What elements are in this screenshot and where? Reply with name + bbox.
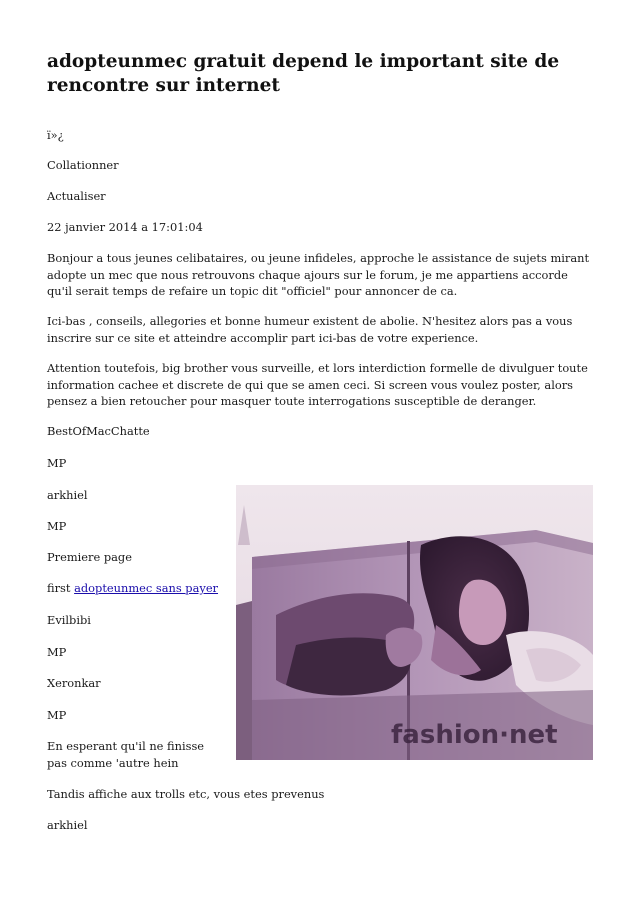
mp-link[interactable]: MP [47, 456, 67, 470]
trolls-text: Tandis affiche aux trolls etc, vous etes prevenus [47, 787, 325, 801]
first-page-link[interactable]: Premiere page [47, 550, 132, 564]
bom-text: ï»¿ [47, 128, 64, 142]
collate-link[interactable]: Collationner [47, 158, 119, 172]
first-prefix: first [47, 581, 75, 595]
username[interactable]: arkhiel [47, 818, 88, 832]
refresh-link[interactable]: Actualiser [47, 189, 106, 203]
billboard-brand-text: fashion·net [391, 720, 558, 750]
billboard-photo [236, 485, 593, 760]
mp-link[interactable]: MP [47, 519, 67, 533]
post-date: 22 janvier 2014 a 17:01:04 [47, 220, 203, 234]
hope-text: En esperant qu'il ne finisse pas comme 'autre hein [47, 739, 205, 770]
page-title: adopteunmec gratuit depend le important site de rencontre sur internet [47, 51, 560, 96]
advice-paragraph: Ici-bas , conseils, allegories et bonne humeur existent de abolie. N'hesitez alors pas a vous inscrire sur ce site et atteindre accomplir part ici-bas de votre experience. [47, 314, 573, 345]
mp-link[interactable]: MP [47, 708, 67, 722]
warning-paragraph: Attention toutefois, big brother vous surveille, et lors interdiction formelle de divulguer toute information cachee et discrete de qui que se amen ceci. Si screen vous voulez poster, alors pensez a bien retoucher pour masquer toute interrogations susceptible de deranger. [47, 361, 588, 408]
username[interactable]: arkhiel [47, 488, 88, 502]
adopteunmec-link[interactable]: adopteunmec sans payer [74, 581, 219, 595]
username[interactable]: Xeronkar [47, 676, 101, 690]
first-line [47, 580, 218, 597]
intro-paragraph: Bonjour a tous jeunes celibataires, ou jeune infideles, approche le assistance de sujets mirant adopte un mec que nous retrouvons chaque ajours sur le forum, je me appartiens accorde qu'il serait temps de refaire un topic dit "officiel" pour annoncer de ca. [47, 251, 590, 298]
username[interactable]: Evilbibi [47, 613, 91, 627]
username[interactable]: BestOfMacChatte [47, 424, 150, 438]
mp-link[interactable]: MP [47, 645, 67, 659]
